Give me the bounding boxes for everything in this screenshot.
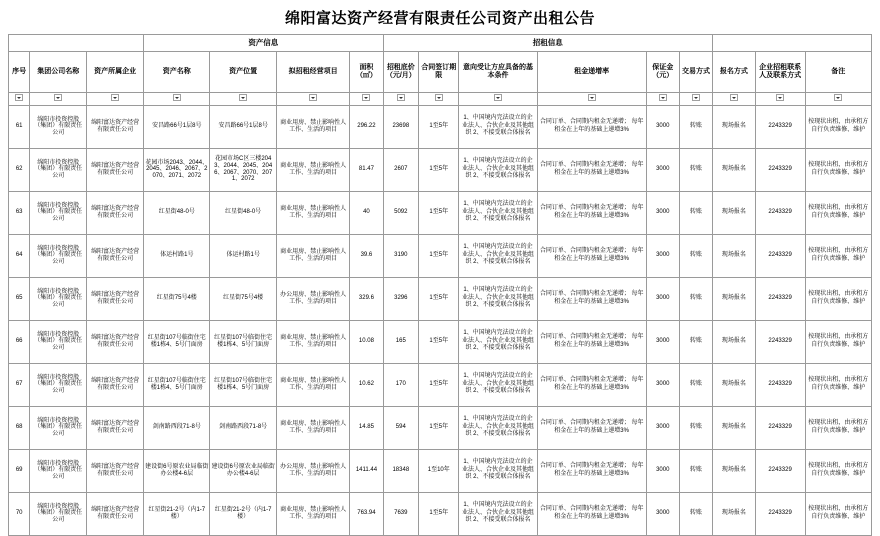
cell-deposit: 3000 [646,320,679,363]
cell-contact: 2243329 [755,277,805,320]
column-header-remark: 备注 [805,52,872,93]
cell-rent-increase: 合同订单、合同期内租金无递增； 每年租金在上年的基础上递增3% [537,492,646,535]
cell-rent-increase: 合同订单、合同期内租金无递增； 每年租金在上年的基础上递增3% [537,320,646,363]
cell-area: 1411.44 [350,449,383,492]
cell-price: 594 [383,406,419,449]
chevron-down-icon[interactable] [659,94,667,101]
chevron-down-icon[interactable] [397,94,405,101]
cell-asset-location: 体运村路1号 [210,234,276,277]
filter-seq[interactable] [9,93,30,106]
cell-contact: 2243329 [755,449,805,492]
cell-project: 商业用房、禁止影响性人工作、生活的项目 [276,363,349,406]
column-header-asset-name: 资产名称 [144,52,210,93]
cell-trade: 转账 [679,105,712,148]
cell-conditions: 1、中国境内完法设立的企业法人、合伙企业及其他组织 2、不接受联合体报名 [459,191,537,234]
cell-group: 绵阳市投资控股（集团）有限责任公司 [30,449,87,492]
cell-trade: 转账 [679,406,712,449]
cell-group: 绵阳市投资控股（集团）有限责任公司 [30,234,87,277]
table-row [9,406,872,449]
cell-asset-location: 红星街107号临街住宅楼1栋4、5号门面房 [210,320,276,363]
cell-remark: 按现状出租，由承租方自行负责维修、维护 [805,148,872,191]
cell-price: 165 [383,320,419,363]
cell-asset-name: 花园市场2043、2044、2045、2046、2067、2070、2071、2072 [144,148,210,191]
cell-contact: 2243329 [755,234,805,277]
group-header-blank-left [9,35,144,52]
cell-trade: 转账 [679,363,712,406]
cell-remark: 按现状出租，由承租方自行负责维修、维护 [805,320,872,363]
chevron-down-icon[interactable] [494,94,502,101]
filter-signup[interactable] [713,93,756,106]
chevron-down-icon[interactable] [54,94,62,101]
table-row [9,191,872,234]
cell-group: 绵阳市投资控股（集团）有限责任公司 [30,320,87,363]
chevron-down-icon[interactable] [692,94,700,101]
cell-enterprise: 绵阳富达资产经营有限责任公司 [87,320,144,363]
cell-project: 办公用房、禁止影响性人工作、生活的项目 [276,277,349,320]
cell-enterprise: 绵阳富达资产经营有限责任公司 [87,191,144,234]
table-row [9,449,872,492]
column-header-term: 合同签订期限 [419,52,459,93]
cell-group: 绵阳市投资控股（集团）有限责任公司 [30,406,87,449]
column-header-group: 集团公司名称 [30,52,87,93]
cell-enterprise: 绵阳富达资产经营有限责任公司 [87,234,144,277]
cell-rent-increase: 合同订单、合同期内租金无递增； 每年租金在上年的基础上递增3% [537,148,646,191]
cell-contact: 2243329 [755,363,805,406]
cell-asset-name: 红星街107号临街住宅楼1栋4、5号门面房 [144,320,210,363]
column-header-contact: 企业招租联系人及联系方式 [755,52,805,93]
cell-group: 绵阳市投资控股（集团）有限责任公司 [30,148,87,191]
cell-area: 40 [350,191,383,234]
filter-enterprise[interactable] [87,93,144,106]
cell-signup: 现场报名 [713,191,756,234]
cell-asset-location: 安昌路66号1层8号 [210,105,276,148]
cell-contact: 2243329 [755,148,805,191]
cell-area: 81.47 [350,148,383,191]
cell-remark: 按现状出租，由承租方自行负责维修、维护 [805,105,872,148]
cell-deposit: 3000 [646,148,679,191]
filter-conditions[interactable] [459,93,537,106]
cell-price: 7639 [383,492,419,535]
filter-group[interactable] [30,93,87,106]
filter-term[interactable] [419,93,459,106]
chevron-down-icon[interactable] [776,94,784,101]
cell-contact: 2243329 [755,320,805,363]
filter-area[interactable] [350,93,383,106]
table-column-header-row [9,52,872,93]
page-title: 绵阳富达资产经营有限责任公司资产出租公告 [284,10,595,27]
cell-trade: 转账 [679,234,712,277]
cell-asset-name: 建设街6号原农业局临街办公楼4-6层 [144,449,210,492]
column-header-deposit: 保证金（元） [646,52,679,93]
cell-enterprise: 绵阳富达资产经营有限责任公司 [87,148,144,191]
cell-conditions: 1、中国境内完法设立的企业法人、合伙企业及其他组织 2、不接受联合体报名 [459,234,537,277]
column-header-project: 拟招租经营项目 [276,52,349,93]
chevron-down-icon[interactable] [239,94,247,101]
cell-deposit: 3000 [646,105,679,148]
cell-deposit: 3000 [646,277,679,320]
cell-asset-name: 体运村路1号 [144,234,210,277]
filter-asset-name[interactable] [144,93,210,106]
cell-rent-increase: 合同订单、合同期内租金无递增； 每年租金在上年的基础上递增3% [537,406,646,449]
filter-project[interactable] [276,93,349,106]
cell-remark: 按现状出租，由承租方自行负责维修、维护 [805,363,872,406]
cell-project: 商业用房、禁止影响性人工作、生活的项目 [276,492,349,535]
table-filter-row[interactable] [9,93,872,106]
cell-rent-increase: 合同订单、合同期内租金无递增； 每年租金在上年的基础上递增3% [537,191,646,234]
cell-conditions: 1、中国境内完法设立的企业法人、合伙企业及其他组织 2、不接受联合体报名 [459,363,537,406]
cell-conditions: 1、中国境内完法设立的企业法人、合伙企业及其他组织 2、不接受联合体报名 [459,148,537,191]
cell-price: 2607 [383,148,419,191]
column-header-signup: 报名方式 [713,52,756,93]
column-header-asset-location: 资产位置 [210,52,276,93]
cell-asset-name: 红星街75号4楼 [144,277,210,320]
cell-term: 1至5年 [419,277,459,320]
filter-price[interactable] [383,93,419,106]
cell-trade: 转账 [679,191,712,234]
cell-group: 绵阳市投资控股（集团）有限责任公司 [30,105,87,148]
filter-trade[interactable] [679,93,712,106]
cell-area: 14.85 [350,406,383,449]
cell-term: 1至5年 [419,234,459,277]
table-row [9,148,872,191]
cell-seq: 63 [9,191,30,234]
cell-area: 10.08 [350,320,383,363]
cell-project: 办公用房、禁止影响性人工作、生活的项目 [276,449,349,492]
chevron-down-icon[interactable] [111,94,119,101]
cell-asset-name: 红星街107号临街住宅楼1栋4、5号门面房 [144,363,210,406]
cell-rent-increase: 合同订单、合同期内租金无递增； 每年租金在上年的基础上递增3% [537,277,646,320]
table-row [9,320,872,363]
cell-seq: 61 [9,105,30,148]
cell-remark: 按现状出租，由承租方自行负责维修、维护 [805,277,872,320]
cell-seq: 65 [9,277,30,320]
cell-area: 39.6 [350,234,383,277]
cell-trade: 转账 [679,449,712,492]
cell-contact: 2243329 [755,105,805,148]
cell-seq: 68 [9,406,30,449]
cell-term: 1至5年 [419,492,459,535]
cell-conditions: 1、中国境内完法设立的企业法人、合伙企业及其他组织 2、不接受联合体报名 [459,449,537,492]
cell-enterprise: 绵阳富达资产经营有限责任公司 [87,363,144,406]
chevron-down-icon[interactable] [362,94,370,101]
cell-price: 18348 [383,449,419,492]
cell-deposit: 3000 [646,449,679,492]
chevron-down-icon[interactable] [435,94,443,101]
cell-deposit: 3000 [646,363,679,406]
cell-signup: 现场报名 [713,234,756,277]
cell-remark: 按现状出租，由承租方自行负责维修、维护 [805,492,872,535]
filter-asset-location[interactable] [210,93,276,106]
cell-conditions: 1、中国境内完法设立的企业法人、合伙企业及其他组织 2、不接受联合体报名 [459,320,537,363]
cell-group: 绵阳市投资控股（集团）有限责任公司 [30,191,87,234]
column-header-area: 面积（㎡） [350,52,383,93]
group-header-asset-info: 资产信息 [144,35,383,52]
column-header-conditions: 意向受让方应具备的基本条件 [459,52,537,93]
cell-enterprise: 绵阳富达资产经营有限责任公司 [87,492,144,535]
cell-asset-location: 花园市场C区三楼2043、2044、2045、2046、2067、2070、2071、2072 [210,148,276,191]
cell-remark: 按现状出租，由承租方自行负责维修、维护 [805,234,872,277]
cell-remark: 按现状出租，由承租方自行负责维修、维护 [805,406,872,449]
cell-term: 1至10年 [419,449,459,492]
filter-contact[interactable] [755,93,805,106]
cell-group: 绵阳市投资控股（集团）有限责任公司 [30,492,87,535]
cell-project: 商业用房、禁止影响性人工作、生活的项目 [276,320,349,363]
cell-deposit: 3000 [646,191,679,234]
cell-price: 23698 [383,105,419,148]
cell-enterprise: 绵阳富达资产经营有限责任公司 [87,406,144,449]
cell-rent-increase: 合同订单、合同期内租金无递增； 每年租金在上年的基础上递增3% [537,234,646,277]
table-row [9,105,872,148]
column-header-trade: 交易方式 [679,52,712,93]
cell-area: 10.62 [350,363,383,406]
cell-deposit: 3000 [646,234,679,277]
cell-enterprise: 绵阳富达资产经营有限责任公司 [87,277,144,320]
cell-trade: 转账 [679,148,712,191]
filter-deposit[interactable] [646,93,679,106]
cell-price: 3296 [383,277,419,320]
cell-signup: 现场报名 [713,320,756,363]
table-row [9,492,872,535]
cell-term: 1至5年 [419,105,459,148]
cell-conditions: 1、中国境内完法设立的企业法人、合伙企业及其他组织 2、不接受联合体报名 [459,105,537,148]
cell-term: 1至5年 [419,148,459,191]
cell-seq: 67 [9,363,30,406]
cell-asset-name: 红星街21-2号（内1-7楼） [144,492,210,535]
chevron-down-icon[interactable] [834,94,842,101]
cell-term: 1至5年 [419,320,459,363]
cell-deposit: 3000 [646,406,679,449]
cell-rent-increase: 合同订单、合同期内租金无递增； 每年租金在上年的基础上递增3% [537,363,646,406]
column-header-enterprise: 资产所属企业 [87,52,144,93]
cell-group: 绵阳市投资控股（集团）有限责任公司 [30,363,87,406]
cell-project: 商业用房、禁止影响性人工作、生活的项目 [276,148,349,191]
cell-project: 商业用房、禁止影响性人工作、生活的项目 [276,234,349,277]
cell-enterprise: 绵阳富达资产经营有限责任公司 [87,105,144,148]
cell-project: 商业用房、禁止影响性人工作、生活的项目 [276,191,349,234]
table-row [9,234,872,277]
cell-deposit: 3000 [646,492,679,535]
cell-signup: 现场报名 [713,148,756,191]
cell-project: 商业用房、禁止影响性人工作、生活的项目 [276,105,349,148]
cell-signup: 现场报名 [713,105,756,148]
cell-price: 3190 [383,234,419,277]
cell-contact: 2243329 [755,492,805,535]
cell-area: 329.6 [350,277,383,320]
cell-term: 1至5年 [419,191,459,234]
cell-remark: 按现状出租，由承租方自行负责维修、维护 [805,449,872,492]
cell-asset-location: 建设街6号原农业局临街办公楼4-6层 [210,449,276,492]
cell-signup: 现场报名 [713,277,756,320]
filter-remark[interactable] [805,93,872,106]
cell-conditions: 1、中国境内完法设立的企业法人、合伙企业及其他组织 2、不接受联合体报名 [459,277,537,320]
cell-seq: 66 [9,320,30,363]
group-header-lease-info: 招租信息 [383,35,713,52]
group-header-blank-right [713,35,872,52]
cell-area: 763.94 [350,492,383,535]
cell-seq: 69 [9,449,30,492]
cell-conditions: 1、中国境内完法设立的企业法人、合伙企业及其他组织 2、不接受联合体报名 [459,406,537,449]
cell-term: 1至5年 [419,406,459,449]
cell-remark: 按现状出租，由承租方自行负责维修、维护 [805,191,872,234]
cell-group: 绵阳市投资控股（集团）有限责任公司 [30,277,87,320]
cell-asset-location: 红星街75号4楼 [210,277,276,320]
cell-area: 296.22 [350,105,383,148]
cell-signup: 现场报名 [713,449,756,492]
cell-signup: 现场报名 [713,406,756,449]
cell-asset-name: 安昌路66号1层8号 [144,105,210,148]
column-header-price: 招租底价（元/月） [383,52,419,93]
table-row [9,363,872,406]
chevron-down-icon[interactable] [730,94,738,101]
chevron-down-icon[interactable] [309,94,317,101]
cell-conditions: 1、中国境内完法设立的企业法人、合伙企业及其他组织 2、不接受联合体报名 [459,492,537,535]
cell-seq: 62 [9,148,30,191]
cell-asset-name: 红星街48-0号 [144,191,210,234]
cell-enterprise: 绵阳富达资产经营有限责任公司 [87,449,144,492]
cell-signup: 现场报名 [713,492,756,535]
table-group-header-row [9,35,872,52]
cell-trade: 转账 [679,277,712,320]
cell-price: 5092 [383,191,419,234]
cell-asset-name: 剑南路西段71-8号 [144,406,210,449]
cell-signup: 现场报名 [713,363,756,406]
cell-contact: 2243329 [755,191,805,234]
cell-asset-location: 剑南路西段71-8号 [210,406,276,449]
filter-rent-increase[interactable] [537,93,646,106]
chevron-down-icon[interactable] [15,94,23,101]
cell-term: 1至5年 [419,363,459,406]
asset-lease-table [8,34,872,536]
chevron-down-icon[interactable] [588,94,596,101]
cell-seq: 64 [9,234,30,277]
cell-rent-increase: 合同订单、合同期内租金无递增； 每年租金在上年的基础上递增3% [537,105,646,148]
cell-trade: 转账 [679,320,712,363]
cell-seq: 70 [9,492,30,535]
cell-project: 商业用房、禁止影响性人工作、生活的项目 [276,406,349,449]
column-header-seq: 序号 [9,52,30,93]
cell-contact: 2243329 [755,406,805,449]
cell-asset-location: 红星街21-2号（内1-7楼） [210,492,276,535]
column-header-rent-increase: 租金递增率 [537,52,646,93]
cell-asset-location: 红星街48-0号 [210,191,276,234]
chevron-down-icon[interactable] [173,94,181,101]
cell-trade: 转账 [679,492,712,535]
table-row [9,277,872,320]
cell-asset-location: 红星街107号临街住宅楼1栋4、5号门面房 [210,363,276,406]
cell-price: 170 [383,363,419,406]
cell-rent-increase: 合同订单、合同期内租金无递增； 每年租金在上年的基础上递增3% [537,449,646,492]
